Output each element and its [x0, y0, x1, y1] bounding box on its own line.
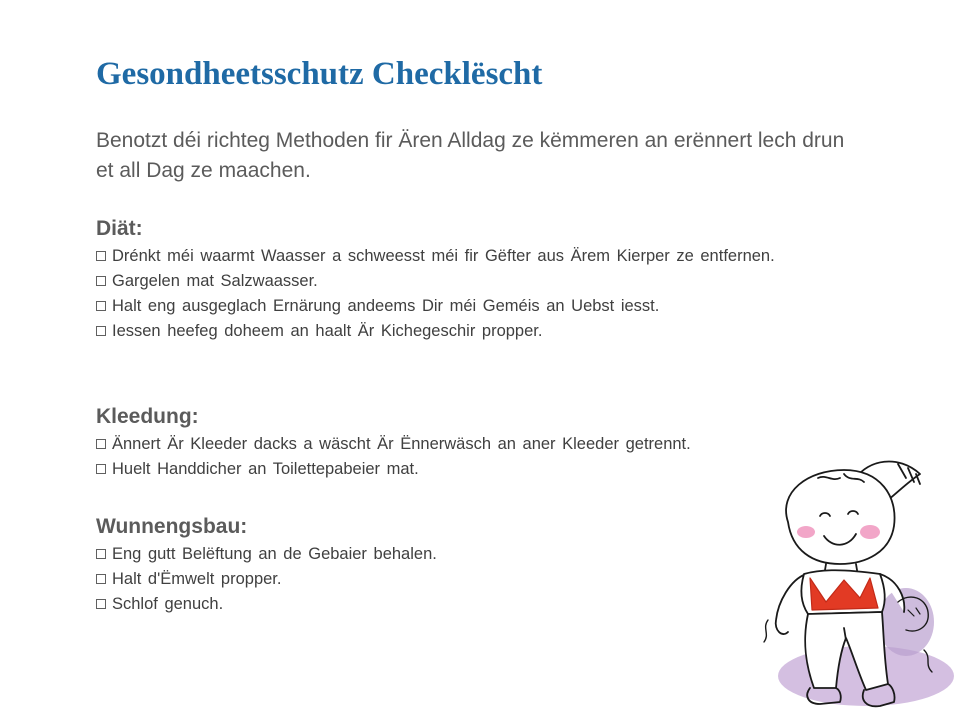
checklist-item	[96, 592, 856, 617]
cheek-shape	[860, 525, 880, 539]
checklist	[96, 542, 856, 617]
checklist	[96, 244, 856, 344]
section-heading: Kleedung:	[96, 405, 199, 428]
section-heading: Diät:	[96, 217, 143, 240]
checklist-item-text: Halt d'Ëmwelt propper.	[112, 570, 282, 588]
checklist-item	[96, 294, 856, 319]
checklist-item	[96, 319, 856, 344]
section-clothing	[96, 404, 856, 482]
checklist	[96, 432, 856, 482]
checkbox-icon	[96, 439, 106, 449]
checklist-item-text: Eng gutt Belëftung an de Gebaier behalen.	[112, 545, 437, 563]
checklist-item-text: Iessen heefeg doheem an haalt Är Kichegeschir propper.	[112, 322, 543, 340]
checkbox-icon	[96, 549, 106, 559]
checkbox-icon	[96, 326, 106, 336]
cheek-shape	[797, 526, 815, 538]
section-housing	[96, 514, 856, 617]
checkbox-icon	[96, 251, 106, 261]
checklist-item-text: Schlof genuch.	[112, 595, 224, 613]
checkbox-icon	[96, 574, 106, 584]
cartoon-child-illustration	[748, 452, 960, 720]
checklist-item-text: Drénkt méi waarmt Waasser a schweesst méi fir Gëfter aus Ärem Kierper ze entfernen.	[112, 247, 775, 265]
checklist-item	[96, 432, 856, 457]
checklist-item-text: Huelt Handdicher an Toilettepabeier mat.	[112, 460, 419, 478]
section-heading: Wunnengsbau:	[96, 515, 248, 538]
checklist-item	[96, 269, 856, 294]
checklist-item-text: Halt eng ausgeglach Ernärung andeems Dir méi Geméis an Uebst iesst.	[112, 297, 660, 315]
section-diet	[96, 216, 856, 344]
checkbox-icon	[96, 276, 106, 286]
checklist-item	[96, 457, 856, 482]
checklist-item-text: Gargelen mat Salzwaasser.	[112, 272, 318, 290]
checklist-item	[96, 244, 856, 269]
checklist-item	[96, 542, 856, 567]
page-title: Gesondheetsschutz Checklëscht	[96, 56, 543, 92]
checklist-item	[96, 567, 856, 592]
checklist-item-text: Ännert Är Kleeder dacks a wäscht Är Ënnerwäsch an aner Kleeder getrennt.	[112, 435, 691, 453]
intro-text: Benotzt déi richteg Methoden fir Ären Alldag ze këmmeren an erënnert lech drun et all Dag ze maachen.	[96, 129, 845, 182]
checkbox-icon	[96, 464, 106, 474]
checkbox-icon	[96, 301, 106, 311]
checkbox-icon	[96, 599, 106, 609]
